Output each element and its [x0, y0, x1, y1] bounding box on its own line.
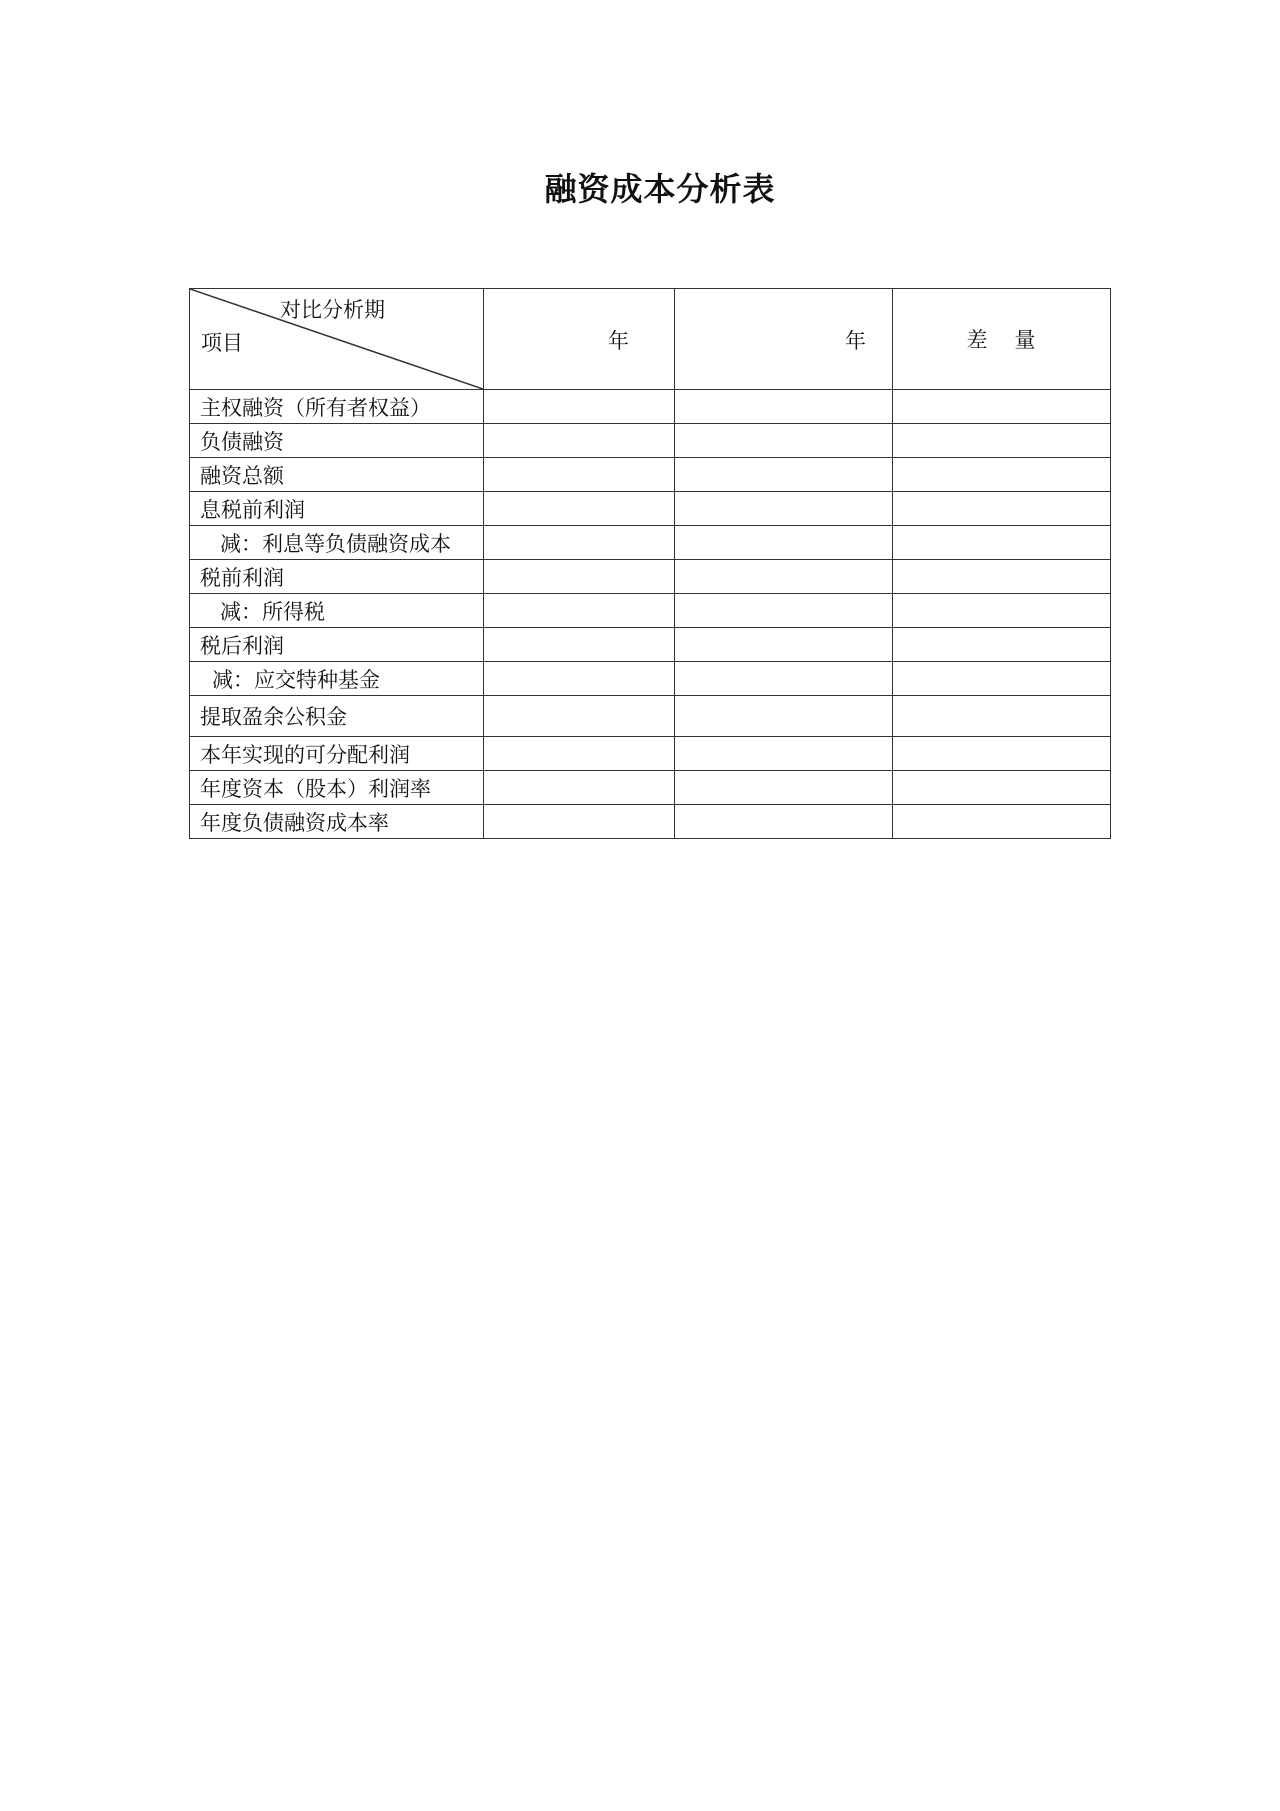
year1-value-cell[interactable] — [484, 458, 675, 492]
financing-cost-table — [189, 288, 1111, 839]
difference-value-cell[interactable] — [893, 662, 1111, 696]
page-title: 融资成本分析表 — [544, 170, 776, 208]
year2-value-cell[interactable] — [675, 526, 893, 560]
table-row — [190, 594, 1111, 628]
year2-value-cell[interactable] — [675, 662, 893, 696]
row-label: 提取盈余公积金 — [190, 696, 484, 737]
difference-value-cell[interactable] — [893, 594, 1111, 628]
year1-value-cell[interactable] — [484, 771, 675, 805]
table-row — [190, 560, 1111, 594]
table-row — [190, 492, 1111, 526]
difference-value-cell[interactable] — [893, 390, 1111, 424]
year2-value-cell[interactable] — [675, 696, 893, 737]
difference-value-cell[interactable] — [893, 458, 1111, 492]
year2-value-cell[interactable] — [675, 771, 893, 805]
comparison-period-label: 对比分析期 — [280, 298, 385, 322]
year2-value-cell[interactable] — [675, 424, 893, 458]
table-row — [190, 662, 1111, 696]
row-label: 减：利息等负债融资成本 — [190, 526, 484, 560]
year1-value-cell[interactable] — [484, 628, 675, 662]
year2-value-cell[interactable] — [675, 458, 893, 492]
year1-value-cell[interactable] — [484, 594, 675, 628]
table-row — [190, 390, 1111, 424]
year2-value-cell[interactable] — [675, 390, 893, 424]
year1-value-cell[interactable] — [484, 390, 675, 424]
row-label: 融资总额 — [190, 458, 484, 492]
row-label: 年度负债融资成本率 — [190, 805, 484, 839]
row-label: 年度资本（股本）利润率 — [190, 771, 484, 805]
table-row — [190, 526, 1111, 560]
difference-value-cell[interactable] — [893, 424, 1111, 458]
table-row — [190, 424, 1111, 458]
year1-value-cell[interactable] — [484, 560, 675, 594]
table-row — [190, 805, 1111, 839]
year2-value-cell[interactable] — [675, 492, 893, 526]
year1-value-cell[interactable] — [484, 805, 675, 839]
row-label: 税后利润 — [190, 628, 484, 662]
difference-value-cell[interactable] — [893, 696, 1111, 737]
diagonal-header-cell — [190, 289, 484, 390]
difference-char-1: 差 — [966, 328, 989, 352]
table-row — [190, 737, 1111, 771]
year2-suffix: 年 — [845, 329, 866, 353]
year1-value-cell[interactable] — [484, 492, 675, 526]
table-row — [190, 771, 1111, 805]
item-label: 项目 — [201, 331, 243, 355]
row-label: 息税前利润 — [190, 492, 484, 526]
difference-value-cell[interactable] — [893, 771, 1111, 805]
year1-value-cell[interactable] — [484, 696, 675, 737]
table-row — [190, 458, 1111, 492]
table-row — [190, 696, 1111, 737]
row-label: 本年实现的可分配利润 — [190, 737, 484, 771]
difference-value-cell[interactable] — [893, 526, 1111, 560]
row-label: 减：所得税 — [190, 594, 484, 628]
year1-value-cell[interactable] — [484, 424, 675, 458]
year1-suffix: 年 — [608, 329, 629, 353]
row-label: 负债融资 — [190, 424, 484, 458]
year1-value-cell[interactable] — [484, 662, 675, 696]
year1-value-cell[interactable] — [484, 526, 675, 560]
year2-value-cell[interactable] — [675, 805, 893, 839]
difference-char-2: 量 — [1014, 328, 1037, 352]
year1-header-cell[interactable] — [484, 289, 675, 390]
year2-header-cell[interactable] — [675, 289, 893, 390]
table-row — [190, 628, 1111, 662]
year2-value-cell[interactable] — [675, 628, 893, 662]
table-header-row — [190, 289, 1111, 390]
difference-value-cell[interactable] — [893, 628, 1111, 662]
year2-value-cell[interactable] — [675, 560, 893, 594]
difference-value-cell[interactable] — [893, 737, 1111, 771]
row-label: 主权融资（所有者权益） — [190, 390, 484, 424]
difference-value-cell[interactable] — [893, 805, 1111, 839]
year2-value-cell[interactable] — [675, 594, 893, 628]
year2-value-cell[interactable] — [675, 737, 893, 771]
row-label: 税前利润 — [190, 560, 484, 594]
difference-value-cell[interactable] — [893, 492, 1111, 526]
difference-header-cell — [893, 289, 1111, 390]
difference-value-cell[interactable] — [893, 560, 1111, 594]
year1-value-cell[interactable] — [484, 737, 675, 771]
row-label: 减：应交特种基金 — [190, 662, 484, 696]
